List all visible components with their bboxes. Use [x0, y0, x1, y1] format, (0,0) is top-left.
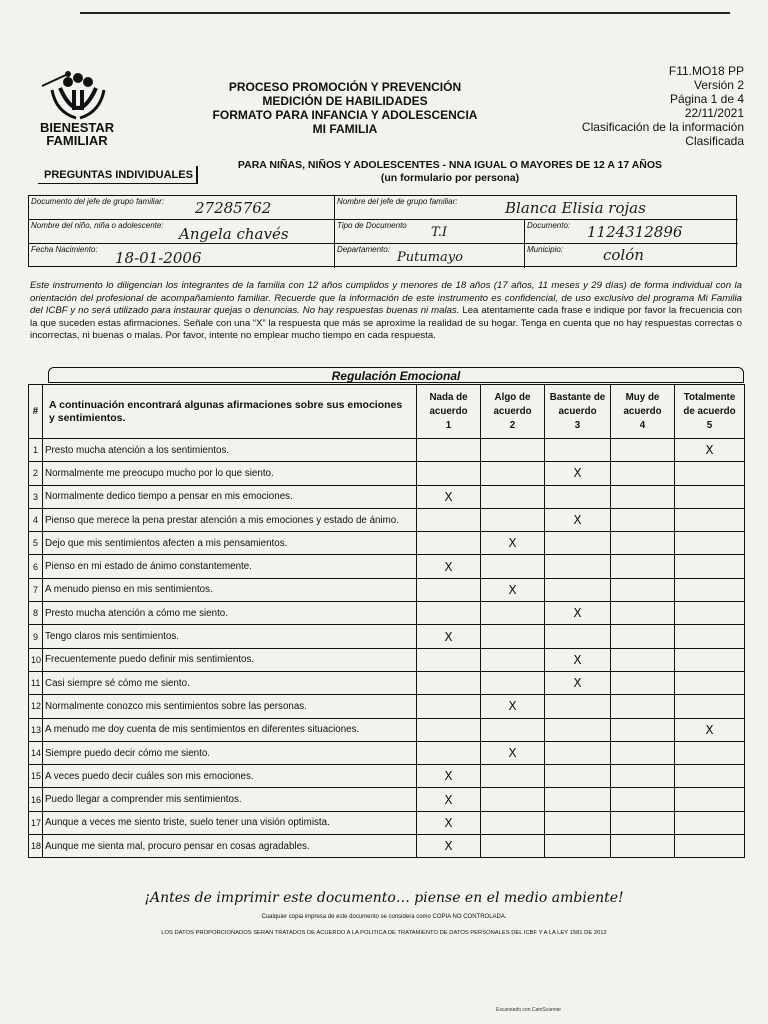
answer-cell-4[interactable] [611, 765, 675, 788]
answer-cell-3[interactable] [545, 462, 611, 485]
row-number: 5 [29, 532, 43, 555]
answer-cell-4[interactable] [611, 695, 675, 718]
documento-value: 1124312896 [587, 223, 683, 241]
fecha-field[interactable]: Fecha Nacimiento: 18-01-2006 [29, 244, 335, 268]
data-policy-note: LOS DATOS PROPORCIONADOS SERAN TRATADOS DE ACUERDO A LA POLITICA DE TRATAMIENTO DE DATOS PERSONALES DEL ICBF Y A LA LEY 1581 DE 2012 [161, 930, 607, 936]
answer-cell-3[interactable] [545, 788, 611, 811]
answer-cell-2[interactable] [481, 765, 545, 788]
answer-cell-2[interactable] [481, 811, 545, 834]
table-row [29, 555, 745, 578]
answer-cell-3[interactable] [545, 578, 611, 601]
jefe-doc-field[interactable]: Documento del jefe de grupo familiar: 27285762 [29, 196, 335, 220]
answer-cell-2[interactable] [481, 788, 545, 811]
row-statement: A menudo pienso en mis sentimientos. [43, 578, 417, 601]
answer-mark: X [573, 676, 582, 691]
answer-cell-3[interactable] [545, 439, 611, 462]
row-number: 6 [29, 555, 43, 578]
tipo-doc-value: T.I [431, 225, 448, 240]
table-row [29, 765, 745, 788]
copy-note: Cualquier copia impresa de este documento se considera como COPIA NO CONTROLADA. [261, 914, 507, 920]
row-statement: Frecuentemente puedo definir mis sentimientos. [43, 648, 417, 671]
answer-cell-1[interactable] [417, 439, 481, 462]
answer-cell-3[interactable] [545, 671, 611, 694]
table-row [29, 695, 745, 718]
table-row [29, 532, 745, 555]
answer-cell-1[interactable] [417, 485, 481, 508]
answer-cell-3[interactable] [545, 485, 611, 508]
jefe-name-field[interactable]: Nombre del jefe de grupo familiar: Blanca Elisia rojas [335, 196, 738, 220]
row-number: 10 [29, 648, 43, 671]
answer-cell-1[interactable] [417, 718, 481, 741]
row-number: 16 [29, 788, 43, 811]
answer-cell-2[interactable] [481, 671, 545, 694]
answer-cell-1[interactable] [417, 648, 481, 671]
answer-cell-2[interactable] [481, 695, 545, 718]
row-number: 18 [29, 835, 43, 858]
answer-cell-2[interactable] [481, 555, 545, 578]
table-row [29, 741, 745, 764]
scale-header-3: Bastante de acuerdo 3 [545, 385, 611, 439]
table-row [29, 625, 745, 648]
scale-header-1: Nada de acuerdo 1 [417, 385, 481, 439]
answer-cell-4[interactable] [611, 835, 675, 858]
row-number: 8 [29, 602, 43, 625]
instructions-normal: Lea atentamente cada frase e indique por favor la frecuencia con la que suceden estas afirmaciones. Señale con una “X” la respuesta que más se aproxime la realidad de su hogar. Tenga en cuenta que no hay respuestas correctas o incorrectas, ni buenas o malas. Por favor, intente no emplear mucho tiempo en cada respuesta. [30, 305, 742, 341]
answer-cell-1[interactable] [417, 462, 481, 485]
answer-mark: X [444, 489, 453, 504]
answer-cell-1[interactable] [417, 625, 481, 648]
answer-cell-5[interactable] [675, 485, 745, 508]
answer-cell-4[interactable] [611, 602, 675, 625]
answer-cell-3[interactable] [545, 532, 611, 555]
answer-cell-3[interactable] [545, 718, 611, 741]
answer-cell-4[interactable] [611, 648, 675, 671]
eco-message: ¡Antes de imprimir este documento… piense en el medio ambiente! [144, 890, 624, 906]
answer-cell-3[interactable] [545, 741, 611, 764]
answer-cell-1[interactable] [417, 811, 481, 834]
nna-name-field[interactable]: Nombre del niño, niña o adolescente: Angela chavés [29, 220, 335, 244]
answer-cell-5[interactable] [675, 788, 745, 811]
table-row [29, 648, 745, 671]
top-rule [80, 12, 730, 14]
answer-cell-3[interactable] [545, 695, 611, 718]
answer-cell-2[interactable] [481, 602, 545, 625]
answer-cell-2[interactable] [481, 648, 545, 671]
answer-cell-1[interactable] [417, 578, 481, 601]
table-row [29, 671, 745, 694]
answer-cell-2[interactable] [481, 508, 545, 531]
row-statement: A veces puedo decir cuáles son mis emociones. [43, 765, 417, 788]
answer-cell-2[interactable] [481, 625, 545, 648]
answer-mark: X [508, 582, 517, 597]
row-number: 17 [29, 811, 43, 834]
table-row [29, 811, 745, 834]
section-title-regulacion: Regulación Emocional [48, 367, 744, 383]
answer-cell-4[interactable] [611, 741, 675, 764]
nna-name-value: Angela chavés [179, 225, 289, 243]
documento-field[interactable]: Documento: 1124312896 [525, 220, 738, 244]
answer-cell-3[interactable] [545, 648, 611, 671]
answer-cell-1[interactable] [417, 765, 481, 788]
answer-cell-1[interactable] [417, 788, 481, 811]
answer-cell-2[interactable] [481, 578, 545, 601]
answer-mark: X [508, 536, 517, 551]
answer-cell-5[interactable] [675, 835, 745, 858]
answer-cell-5[interactable] [675, 718, 745, 741]
answer-cell-3[interactable] [545, 811, 611, 834]
instructions [30, 280, 742, 343]
answer-cell-2[interactable] [481, 718, 545, 741]
row-number: 4 [29, 508, 43, 531]
row-number: 13 [29, 718, 43, 741]
answer-mark: X [508, 699, 517, 714]
tipo-doc-field[interactable]: Tipo de Documento T.I [335, 220, 525, 244]
answer-cell-3[interactable] [545, 508, 611, 531]
answer-mark: X [444, 815, 453, 830]
answer-cell-2[interactable] [481, 485, 545, 508]
answer-cell-4[interactable] [611, 811, 675, 834]
answer-mark: X [573, 606, 582, 621]
answer-mark: X [573, 652, 582, 667]
answer-cell-5[interactable] [675, 602, 745, 625]
answer-cell-3[interactable] [545, 765, 611, 788]
table-row [29, 602, 745, 625]
row-statement: Normalmente dedico tiempo a pensar en mis emociones. [43, 485, 417, 508]
row-number: 11 [29, 671, 43, 694]
row-number: 7 [29, 578, 43, 601]
row-statement: A menudo me doy cuenta de mis sentimientos en diferentes situaciones. [43, 718, 417, 741]
row-number: 12 [29, 695, 43, 718]
row-number: 3 [29, 485, 43, 508]
answer-cell-1[interactable] [417, 671, 481, 694]
answer-cell-2[interactable] [481, 439, 545, 462]
answer-cell-4[interactable] [611, 508, 675, 531]
answer-cell-2[interactable] [481, 462, 545, 485]
answer-cell-5[interactable] [675, 765, 745, 788]
row-statement: Presto mucha atención a los sentimientos. [43, 439, 417, 462]
answer-cell-3[interactable] [545, 835, 611, 858]
table-row [29, 788, 745, 811]
table-row [29, 835, 745, 858]
answer-cell-4[interactable] [611, 439, 675, 462]
answer-cell-5[interactable] [675, 578, 745, 601]
answer-cell-1[interactable] [417, 532, 481, 555]
row-statement: Tengo claros mis sentimientos. [43, 625, 417, 648]
answer-cell-1[interactable] [417, 508, 481, 531]
answer-mark: X [508, 746, 517, 760]
answer-cell-1[interactable] [417, 695, 481, 718]
scale-header-2: Algo de acuerdo 2 [481, 385, 545, 439]
answer-mark: X [705, 722, 714, 737]
table-row [29, 718, 745, 741]
row-statement: Pienso en mi estado de ánimo constantemente. [43, 555, 417, 578]
row-statement: Puedo llegar a comprender mis sentimientos. [43, 788, 417, 811]
jefe-name-value: Blanca Elisia rojas [505, 199, 646, 217]
section-label: PREGUNTAS INDIVIDUALES [38, 166, 198, 184]
answer-cell-5[interactable] [675, 555, 745, 578]
municipio-field[interactable]: Municipio: colón [527, 245, 644, 264]
answer-cell-5[interactable] [675, 671, 745, 694]
municipio-value: colón [603, 246, 644, 264]
answer-cell-2[interactable] [481, 532, 545, 555]
answer-mark: X [444, 559, 453, 574]
answer-cell-2[interactable] [481, 835, 545, 858]
row-statement: Presto mucha atención a cómo me siento. [43, 602, 417, 625]
answer-cell-5[interactable] [675, 625, 745, 648]
scale-header-5: Totalmente de acuerdo 5 [675, 385, 745, 439]
row-statement: Aunque a veces me siento triste, suelo tener una visión optimista. [43, 811, 417, 834]
scale-header-4: Muy de acuerdo 4 [611, 385, 675, 439]
answer-cell-4[interactable] [611, 718, 675, 741]
answer-cell-1[interactable] [417, 602, 481, 625]
answer-cell-5[interactable] [675, 648, 745, 671]
document-metadata: F11.MO18 PP Versión 2 Página 1 de 4 22/11/2021 Clasificación de la información Clasificada [581, 64, 744, 148]
questions-table [28, 384, 745, 858]
row-statement: Siempre puedo decir cómo me siento. [43, 741, 417, 764]
row-number: 9 [29, 625, 43, 648]
answer-cell-5[interactable] [675, 439, 745, 462]
form-subtitle: PARA NIÑAS, NIÑOS Y ADOLESCENTES - NNA IGUAL O MAYORES DE 12 A 17 AÑOS (un formulario por persona) [237, 159, 663, 184]
answer-mark: X [705, 443, 714, 458]
answer-cell-3[interactable] [545, 555, 611, 578]
row-statement: Dejo que mis sentimientos afecten a mis pensamientos. [43, 532, 417, 555]
num-header: # [29, 385, 43, 439]
answer-cell-4[interactable] [611, 462, 675, 485]
answer-cell-5[interactable] [675, 741, 745, 764]
answer-cell-5[interactable] [675, 532, 745, 555]
row-statement: Pienso que merece la pena prestar atención a mis emociones y estado de ánimo. [43, 508, 417, 531]
answer-cell-5[interactable] [675, 695, 745, 718]
table-header-row [29, 385, 745, 439]
table-row [29, 462, 745, 485]
answer-cell-4[interactable] [611, 555, 675, 578]
answer-mark: X [444, 839, 453, 854]
row-statement: Casi siempre sé cómo me siento. [43, 671, 417, 694]
answer-cell-4[interactable] [611, 625, 675, 648]
answer-cell-4[interactable] [611, 788, 675, 811]
answer-cell-1[interactable] [417, 555, 481, 578]
fecha-value: 18-01-2006 [115, 249, 202, 267]
identification-grid [28, 195, 737, 267]
instructions-italic: Este instrumento lo diligencian los integrantes de la familia con 12 años cumplidos y menores de 18 años (17 años, 11 meses y 29 días) de forma individual con la orientación del profesional de acompañamiento familiar. Recuerde que la información de este instrumento es confidencial, de uso exclusivo del programa Mi Familia del ICBF y no será utilizado para instaurar quejas o denuncias. No hay respuestas buenas ni malas. [30, 280, 742, 316]
answer-cell-4[interactable] [611, 578, 675, 601]
departamento-field[interactable]: Departamento: Putumayo [335, 244, 525, 268]
jefe-doc-value: 27285762 [195, 199, 272, 217]
scanner-watermark: Escaneado con CamScanner [496, 1007, 562, 1013]
row-statement: Aunque me sienta mal, procuro pensar en cosas agradables. [43, 835, 417, 858]
answer-cell-5[interactable] [675, 462, 745, 485]
table-row [29, 578, 745, 601]
answer-cell-4[interactable] [611, 485, 675, 508]
answer-mark: X [444, 769, 453, 784]
answer-cell-4[interactable] [611, 532, 675, 555]
table-row [29, 485, 745, 508]
answer-cell-1[interactable] [417, 835, 481, 858]
answer-cell-5[interactable] [675, 811, 745, 834]
answer-cell-3[interactable] [545, 602, 611, 625]
row-number: 1 [29, 439, 43, 462]
intro-header: A continuación encontrará algunas afirmaciones sobre sus emociones y sentimientos. [43, 385, 417, 439]
answer-cell-4[interactable] [611, 671, 675, 694]
row-number: 2 [29, 462, 43, 485]
answer-cell-2[interactable] [481, 741, 545, 764]
table-row [29, 508, 745, 531]
answer-cell-3[interactable] [545, 625, 611, 648]
departamento-value: Putumayo [397, 250, 463, 265]
row-number: 14 [29, 741, 43, 764]
answer-cell-1[interactable] [417, 741, 481, 764]
answer-mark: X [444, 629, 453, 644]
document-title: PROCESO PROMOCIÓN Y PREVENCIÓN MEDICIÓN DE HABILIDADES FORMATO PARA INFANCIA Y ADOLESCENCIA MI FAMILIA [212, 80, 478, 136]
row-statement: Normalmente me preocupo mucho por lo que siento. [43, 462, 417, 485]
logo-text: BIENESTAR FAMILIAR [40, 120, 115, 148]
answer-mark: X [573, 466, 582, 481]
answer-cell-5[interactable] [675, 508, 745, 531]
table-row [29, 439, 745, 462]
answer-mark: X [573, 513, 582, 528]
row-statement: Normalmente conozco mis sentimientos sobre las personas. [43, 695, 417, 718]
answer-mark: X [444, 792, 453, 807]
row-number: 15 [29, 765, 43, 788]
